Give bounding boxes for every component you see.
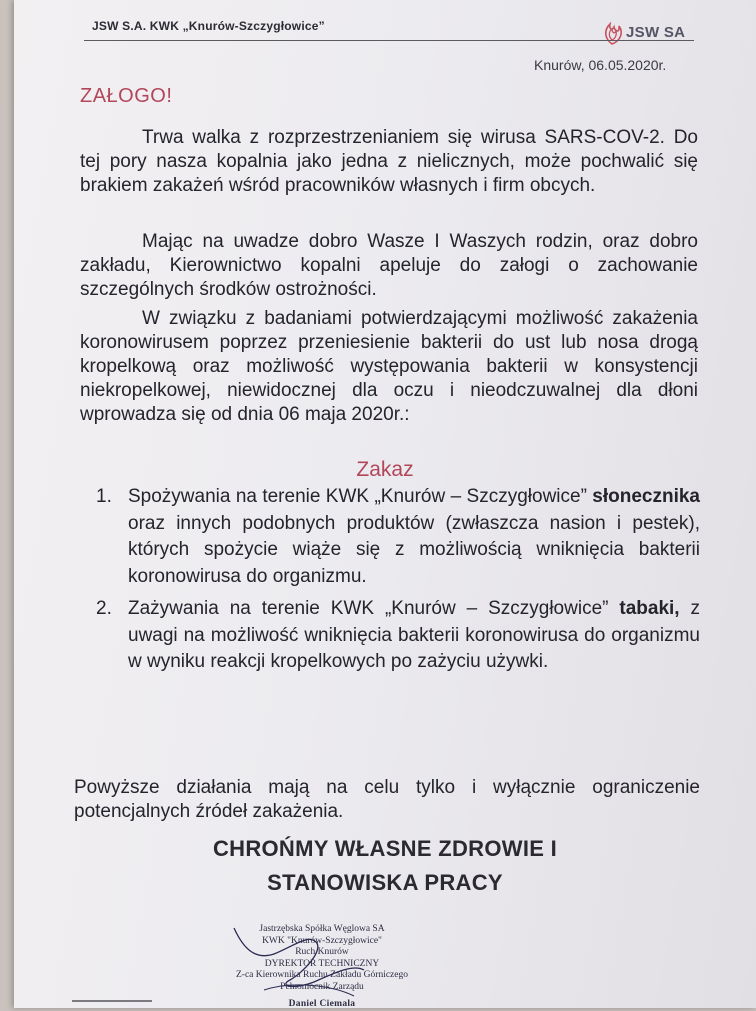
ban-item-text-start: Spożywania na terenie KWK „Knurów – Szczygłowice”: [128, 486, 593, 507]
company-logo: [600, 16, 700, 48]
slogan-line: CHROŃMY WŁASNE ZDROWIE I: [212, 836, 558, 861]
slogan-line: STANOWISKA PRACY: [267, 870, 503, 895]
bottom-line: [72, 1000, 152, 1002]
slogan: [14, 832, 756, 900]
stamp-line: Z-ca Kierownika Ruchu Zakładu Górniczego: [236, 970, 408, 980]
ban-item-text-end: oraz innych podobnych produktów (zwłaszcza nasion i pestek), których spożycie wiąże się z możliwością wniknięcia bakterii koronowirusa do organizmu.: [128, 512, 700, 587]
document-page: [14, 0, 756, 1008]
jsw-flame-icon: [600, 18, 624, 46]
paragraph-appeal: Mając na uwadze dobro Wasze I Waszych rodzin, oraz dobro zakładu, Kierownictwo kopalni apeluje do załogi o zachowanie szczególnych środków ostrożności.: [80, 231, 698, 300]
company-header: JSW S.A. KWK „Knurów-Szczygłowice”: [92, 19, 325, 33]
closing-paragraph: Powyższe działania mają na celu tylko i wyłącznie ograniczenie potencjalnych źródeł zakażenia.: [74, 777, 700, 822]
stamp-line: Pełnomocnik Zarządu: [280, 981, 364, 992]
greeting-heading: ZAŁOGO!: [80, 85, 173, 107]
header-divider: [84, 40, 694, 41]
paragraph-intro: Trwa walka z rozprzestrzenianiem się wirusa SARS-COV-2. Do tej pory nasza kopalnia jako jedna z nielicznych, może pochwalić się brakiem zakażeń wśród pracowników własnych i firm obcych.: [80, 127, 698, 196]
ban-item-number: 2.: [96, 598, 112, 619]
ban-item-bold: tabaki,: [619, 598, 680, 619]
ban-heading: Zakaz: [356, 458, 414, 481]
ban-item: [96, 596, 700, 676]
ban-item-number: 1.: [96, 486, 112, 507]
document-date: Knurów, 06.05.2020r.: [534, 57, 667, 73]
logo-text: JSW SA: [626, 23, 686, 41]
stamp-line: Jastrzębska Spółka Węglowa SA: [259, 924, 385, 934]
ban-item: [96, 484, 700, 590]
handwritten-signature: [204, 920, 424, 1004]
ban-item-text-end: z uwagi na możliwość wniknięcia bakterii koronowirusa do organizmu w wyniku reakcji kropelkowych po zażyciu używki.: [128, 598, 700, 672]
ban-item-text-start: Zażywania na terenie KWK „Knurów – Szczygłowice”: [128, 598, 620, 619]
paragraph-measures: W związku z badaniami potwierdzającymi możliwość zakażenia koronowirusem poprzez przeniesienie bakterii do ust lub nosa drogą kropelkową oraz możliwość występowania bakterii w konsystencji niekropelkowej, niewidocznej dla oczu i nieodczuwalnej dla dłoni wprowadza się od dnia 06 maja 2020r.:: [80, 308, 698, 425]
ban-list: [96, 484, 700, 676]
signer-name: Daniel Ciemala: [288, 999, 356, 1009]
stamp-line: DYREKTOR TECHNICZNY: [264, 958, 380, 969]
stamp-line: KWK "Knurów-Szczygłowice": [262, 935, 382, 946]
ban-item-bold: słonecznika: [592, 486, 700, 507]
stamp-line: Ruch Knurów: [295, 947, 349, 957]
